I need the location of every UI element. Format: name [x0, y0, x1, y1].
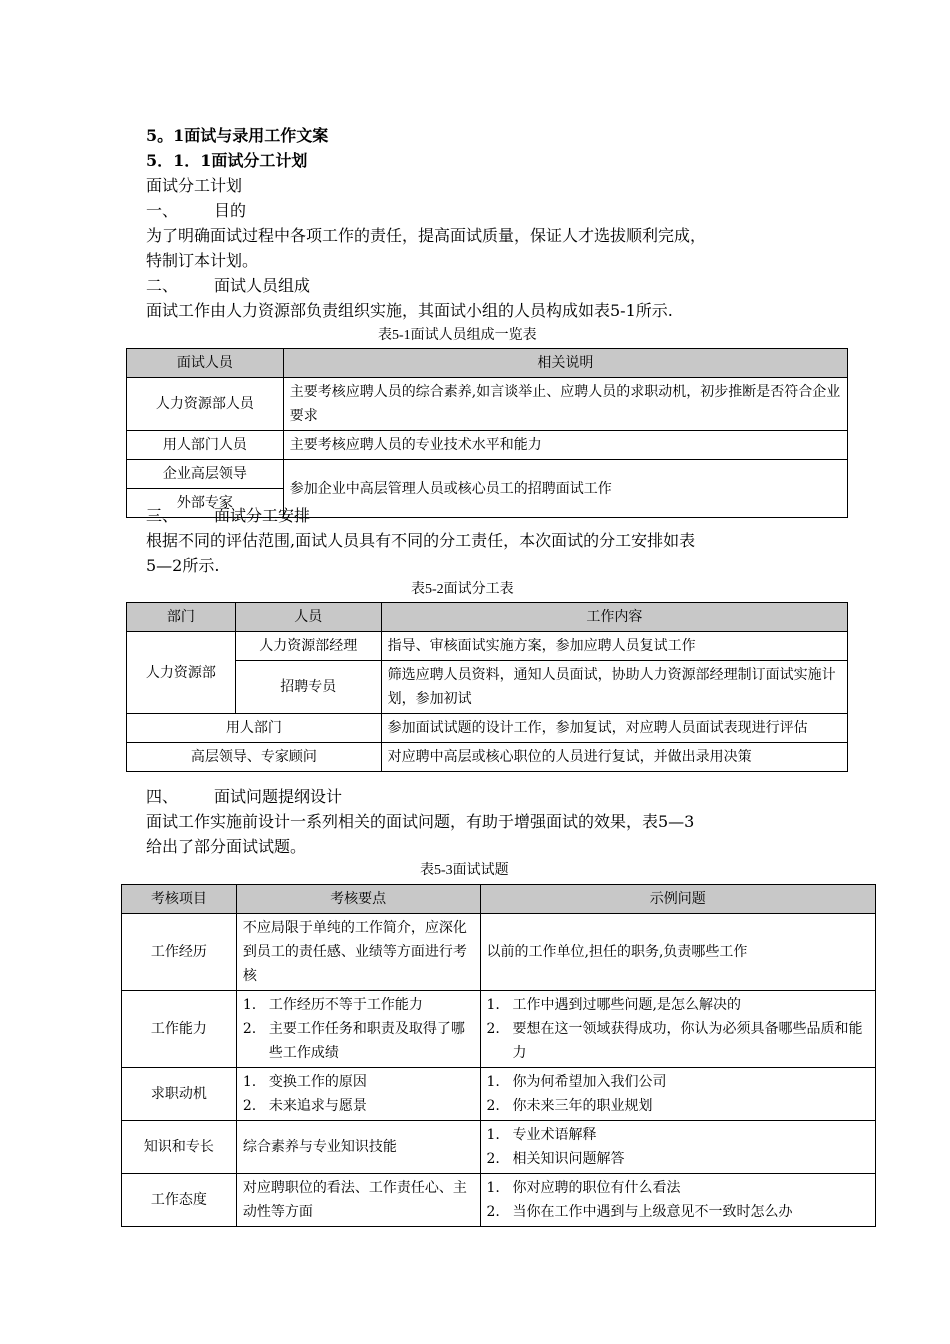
table-3-caption: 表5-3面试试题 [420, 863, 509, 878]
paragraph-assignment-1: 根据不同的评估范围,面试人员具有不同的分工责任，本次面试的分工安排如表 [146, 531, 696, 550]
table-2-caption: 表5-2面试分工表 [411, 582, 514, 597]
table-cell: 企业高层领导 [127, 460, 284, 489]
table-cell: 工作态度 [122, 1174, 237, 1227]
table-row [122, 1174, 876, 1227]
table-row [127, 632, 848, 661]
section-number: 二、 [146, 276, 179, 295]
section-2-heading [146, 274, 310, 298]
table-header-cell: 人员 [235, 603, 381, 632]
list-item: 2. 要想在这一领域获得成功，你认为必须具备哪些品质和能力 [486, 1021, 863, 1061]
table-cell: 工作能力 [122, 991, 237, 1068]
table-cell: 参加面试试题的设计工作，参加复试，对应聘人员面试表现进行评估 [381, 714, 847, 743]
list-item: 2. 当你在工作中遇到与上级意见不一致时怎么办 [486, 1204, 793, 1220]
table-cell: 人力资源部人员 [127, 378, 284, 431]
section-1-heading [146, 199, 246, 223]
table-row [122, 1068, 876, 1121]
table-cell: 用人部门人员 [127, 431, 284, 460]
table-cell: 指导、审核面试实施方案，参加应聘人员复试工作 [381, 632, 847, 661]
table-cell: 对应聘中高层或核心职位的人员进行复试，并做出录用决策 [381, 743, 847, 772]
table-row [122, 1121, 876, 1174]
table-header-cell: 考核要点 [236, 885, 480, 914]
table-row [127, 460, 848, 489]
paragraph-composition: 面试工作由人力资源部负责组织实施，其面试小组的人员构成如表5-1所示. [146, 301, 673, 320]
table-row [122, 914, 876, 991]
table-cell: 高层领导、专家顾问 [127, 743, 382, 772]
table-interviewers [126, 348, 848, 518]
table-cell: 用人部门 [127, 714, 382, 743]
paragraph-questions-2: 给出了部分面试试题。 [146, 837, 307, 856]
table-row [127, 743, 848, 772]
table-cell: 主要考核应聘人员的综合素养,如言谈举止、应聘人员的求职动机，初步推断是否符合企业要求 [283, 378, 847, 431]
table-header-cell: 工作内容 [381, 603, 847, 632]
list-item: 1. 你为何希望加入我们公司 [486, 1074, 667, 1090]
table-row [127, 714, 848, 743]
list-item: 1. 专业术语解释 [486, 1127, 597, 1143]
table-cell: 外部专家 [127, 489, 284, 518]
paragraph-purpose-2: 特制订本计划。 [146, 251, 259, 270]
table-cell: 筛选应聘人员资料，通知人员面试，协助人力资源部经理制订面试实施计划，参加初试 [381, 661, 847, 714]
paragraph-purpose-1: 为了明确面试过程中各项工作的责任，提高面试质量，保证人才选拔顺利完成， [146, 226, 707, 245]
table-row [127, 661, 848, 714]
table-cell: 参加企业中高层管理人员或核心员工的招聘面试工作 [283, 460, 847, 518]
section-number: 四、 [146, 787, 179, 806]
section-title: 目的 [214, 201, 247, 220]
doc-title: 面试分工计划 [146, 176, 243, 195]
table-row [122, 991, 876, 1068]
table-cell: 招聘专员 [235, 661, 381, 714]
table-cell: 不应局限于单纯的工作简介，应深化到员工的责任感、业绩等方面进行考核 [236, 914, 480, 991]
list-item: 2. 未来追求与愿景 [242, 1098, 367, 1114]
table-header-cell: 考核项目 [122, 885, 237, 914]
table-header-row [127, 603, 848, 632]
table-cell: 知识和专长 [122, 1121, 237, 1174]
table-cell: 人力资源部 [127, 632, 236, 714]
table-cell: 以前的工作单位,担任的职务,负责哪些工作 [480, 914, 875, 991]
section-title: 面试问题提纲设计 [214, 787, 343, 806]
table-questions [121, 884, 876, 1227]
list-item: 2. 主要工作任务和职责及取得了哪些工作成绩 [242, 1021, 465, 1061]
table-cell: 求职动机 [122, 1068, 237, 1121]
table-header-cell: 面试人员 [127, 349, 284, 378]
table-cell [480, 991, 875, 1068]
section-number: 一、 [146, 201, 179, 220]
table-header-cell: 示例问题 [480, 885, 875, 914]
table-assignment [126, 602, 848, 772]
heading-subsection: 5．1．1面试分工计划 [146, 151, 308, 170]
table-row [127, 378, 848, 431]
paragraph-assignment-2: 5—2所示. [146, 556, 220, 575]
section-title: 面试分工安排 [214, 506, 311, 525]
table-cell: 主要考核应聘人员的专业技术水平和能力 [283, 431, 847, 460]
paragraph-questions-1: 面试工作实施前设计一系列相关的面试问题，有助于增强面试的效果，表5—3 [146, 812, 695, 831]
table-cell: 对应聘职位的看法、工作责任心、主动性等方面 [236, 1174, 480, 1227]
table-1-caption: 表5-1面试人员组成一览表 [378, 328, 537, 343]
table-header-cell: 部门 [127, 603, 236, 632]
section-3-heading [146, 504, 310, 528]
section-number: 三、 [146, 506, 179, 525]
table-cell [480, 1174, 875, 1227]
table-cell [480, 1068, 875, 1121]
section-4-heading [146, 785, 342, 809]
table-header-row [122, 885, 876, 914]
list-item: 1. 变换工作的原因 [242, 1074, 367, 1090]
list-item: 1. 工作经历不等于工作能力 [242, 997, 423, 1013]
table-header-row [127, 349, 848, 378]
table-header-cell: 相关说明 [283, 349, 847, 378]
table-cell: 工作经历 [122, 914, 237, 991]
table-row [127, 431, 848, 460]
table-cell: 综合素养与专业知识技能 [236, 1121, 480, 1174]
list-item: 2. 你未来三年的职业规划 [486, 1098, 653, 1114]
table-cell [236, 1068, 480, 1121]
heading-section: 5。1面试与录用工作文案 [146, 126, 329, 145]
list-item: 2. 相关知识问题解答 [486, 1151, 625, 1167]
section-title: 面试人员组成 [214, 276, 311, 295]
table-cell: 人力资源部经理 [235, 632, 381, 661]
table-cell [480, 1121, 875, 1174]
table-cell [236, 991, 480, 1068]
list-item: 1. 工作中遇到过哪些问题,是怎么解决的 [486, 997, 741, 1013]
list-item: 1. 你对应聘的职位有什么看法 [486, 1180, 681, 1196]
